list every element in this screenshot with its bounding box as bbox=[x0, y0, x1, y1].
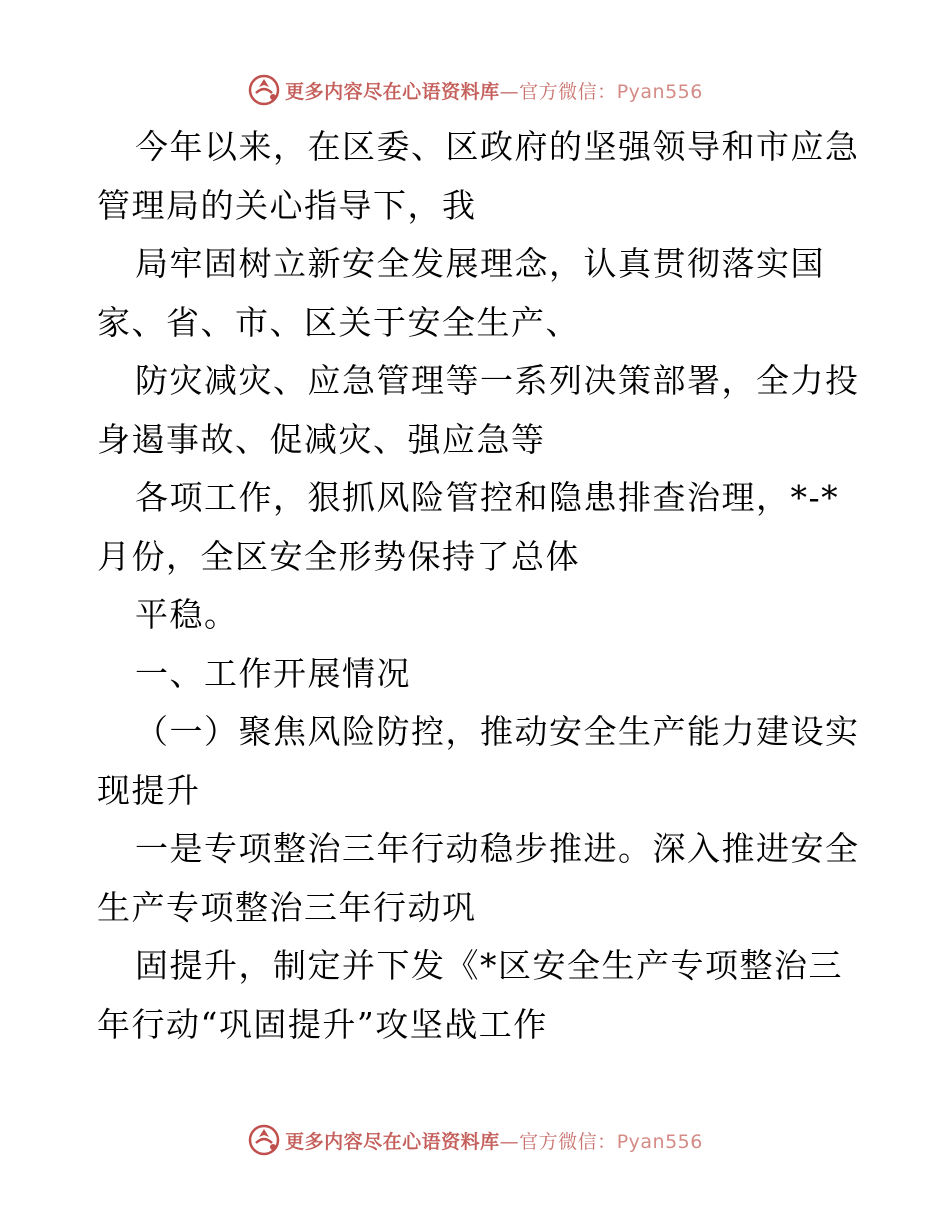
body-text-line: 月份，全区安全形势保持了总体 bbox=[97, 536, 580, 576]
body-text-line: 一、工作开展情况 bbox=[135, 653, 411, 693]
banner-brand: 更多内容尽在心语资料库 bbox=[285, 80, 500, 103]
body-text-line: 一是专项整治三年行动稳步推进。深入推进安全 bbox=[135, 829, 860, 868]
body-text-line: 身遏事故、促减灾、强应急等 bbox=[97, 419, 546, 459]
body-text-line: 现提升 bbox=[97, 770, 201, 810]
banner-wechat-id: Pyan556 bbox=[616, 1130, 703, 1153]
banner-text bbox=[285, 77, 703, 104]
body-text-line: 家、省、市、区关于安全生产、 bbox=[97, 302, 580, 342]
book-logo-icon bbox=[247, 73, 281, 107]
header-banner bbox=[0, 70, 950, 110]
body-text-line: 防灾减灾、应急管理等一系列决策部署，全力投 bbox=[135, 361, 860, 400]
banner-text bbox=[285, 1127, 703, 1154]
body-text-line: 今年以来，在区委、区政府的坚强领导和市应急 bbox=[135, 127, 860, 166]
document-body bbox=[97, 118, 860, 1054]
banner-wechat-id: Pyan556 bbox=[616, 80, 703, 103]
banner-brand: 更多内容尽在心语资料库 bbox=[285, 1130, 500, 1153]
body-text-line: 局牢固树立新安全发展理念，认真贯彻落实国 bbox=[135, 244, 825, 283]
book-logo-icon bbox=[247, 1123, 281, 1157]
banner-official-label: 官方微信： bbox=[519, 80, 617, 103]
body-text-line: （一）聚焦风险防控，推动安全生产能力建设实 bbox=[135, 712, 860, 751]
banner-official-label: 官方微信： bbox=[519, 1130, 617, 1153]
body-text-line: 平稳。 bbox=[135, 595, 239, 634]
footer-banner bbox=[0, 1120, 950, 1160]
body-text-line: 固提升，制定并下发《*区安全生产专项整治三 bbox=[135, 946, 843, 985]
body-text-line: 管理局的关心指导下，我 bbox=[97, 185, 477, 225]
body-text-line: 各项工作，狠抓风险管控和隐患排查治理，*-* bbox=[135, 478, 840, 517]
banner-dash: — bbox=[499, 80, 520, 103]
body-text-line: 年行动“巩固提升”攻坚战工作 bbox=[97, 1004, 548, 1044]
banner-dash: — bbox=[499, 1130, 520, 1153]
body-text-line: 生产专项整治三年行动巩 bbox=[97, 887, 477, 927]
